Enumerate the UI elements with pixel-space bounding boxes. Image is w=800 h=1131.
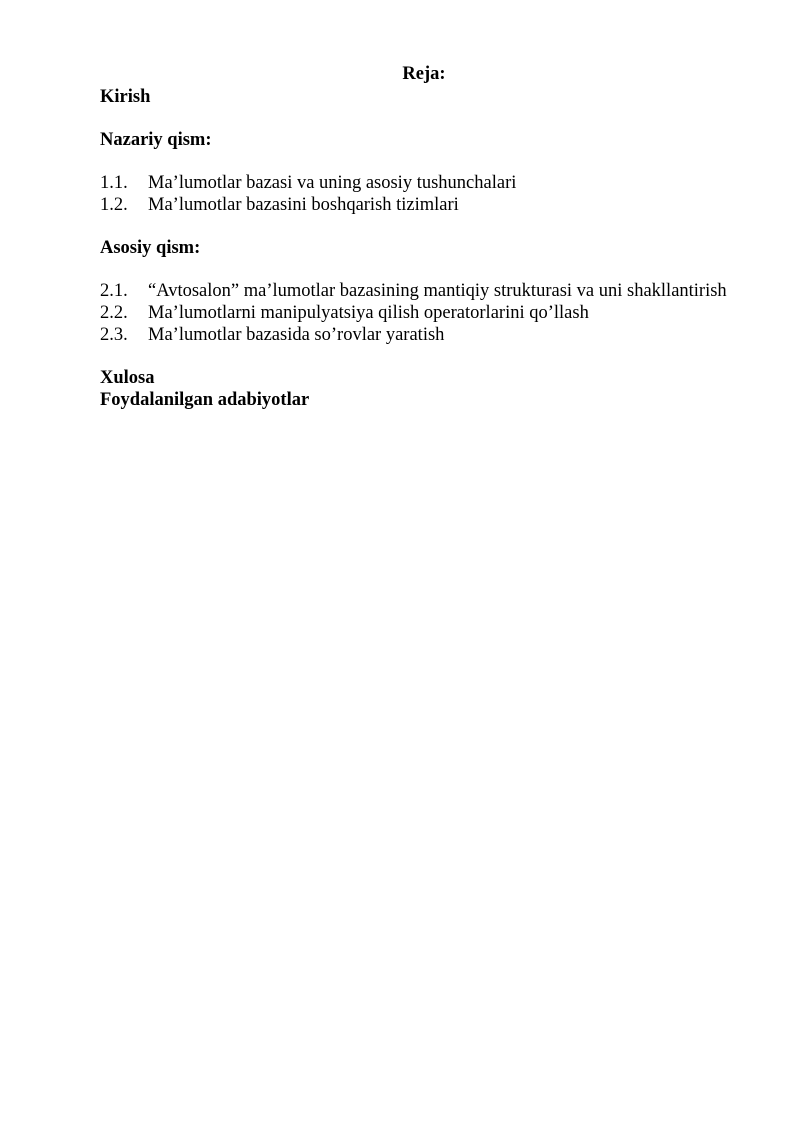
item-text: Ma’lumotlarni manipulyatsiya qilish operatorlarini qo’llash xyxy=(148,303,589,323)
page-title: Reja: xyxy=(402,64,446,84)
item-number: 2.2. xyxy=(100,303,128,323)
section-heading-theory: Nazariy qism: xyxy=(100,130,212,150)
list-item xyxy=(100,324,780,346)
list-item xyxy=(100,194,780,216)
list-item xyxy=(100,302,780,324)
item-text: “Avtosalon” ma’lumotlar bazasining mantiqiy strukturasi va uni shakllantirish xyxy=(148,281,727,301)
section-heading-main: Asosiy qism: xyxy=(100,238,201,258)
conclusion-heading: Xulosa xyxy=(100,368,155,388)
item-number: 2.3. xyxy=(100,325,128,345)
item-number: 1.1. xyxy=(100,173,128,193)
intro-heading: Kirish xyxy=(100,87,151,107)
item-text: Ma’lumotlar bazasi va uning asosiy tushunchalari xyxy=(148,173,517,193)
item-text: Ma’lumotlar bazasini boshqarish tizimlari xyxy=(148,195,459,215)
item-number: 2.1. xyxy=(100,281,128,301)
references-heading: Foydalanilgan adabiyotlar xyxy=(100,390,310,410)
item-number: 1.2. xyxy=(100,195,128,215)
list-item xyxy=(100,280,780,302)
item-text: Ma’lumotlar bazasida so’rovlar yaratish xyxy=(148,325,445,345)
list-item xyxy=(100,172,780,194)
